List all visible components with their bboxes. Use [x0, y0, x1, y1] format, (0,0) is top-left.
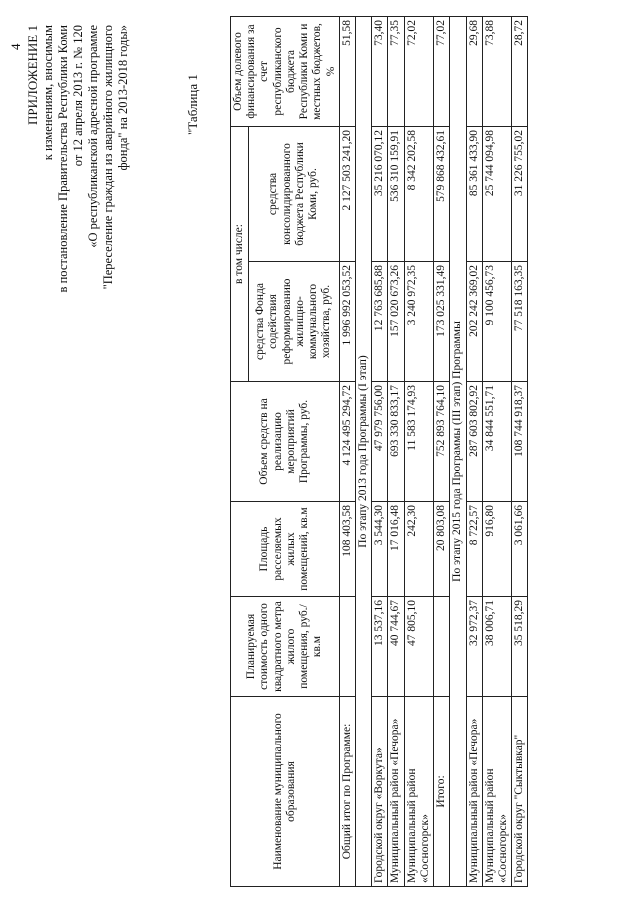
row-cost: 38 006,71 — [482, 597, 511, 697]
row-name: Муниципальный район «Сосногорск» — [404, 697, 433, 887]
row-volume: 11 583 174,93 — [404, 382, 433, 502]
subtotal-row — [434, 16, 450, 886]
row-area: 242,30 — [404, 502, 433, 597]
appendix-line: «О республиканской адресной программе — [85, 25, 100, 248]
row-fund: 77 518 163,35 — [512, 262, 528, 382]
header-cost: Планируемая стоимость одного квадратного метра жилого помещения, руб./кв.м — [231, 597, 340, 697]
row-name: Муниципальный район «Печора» — [466, 697, 482, 887]
subtotal-volume: 752 893 764,10 — [434, 382, 450, 502]
header-share: Объем долевого финансирования за счет республиканского бюджета Республики Коми и местных бюджетов, % — [231, 16, 340, 126]
stage1-title: По этапу 2013 года Программы (I этап) — [355, 16, 371, 886]
stage3-title: По этапу 2015 года Программы (III этап) Программы — [450, 16, 466, 886]
row-volume: 287 603 802,92 — [466, 382, 482, 502]
row-share: 73,40 — [372, 16, 388, 126]
header-incl: в том числе: — [231, 126, 249, 381]
appendix-line: фонда" на 2013-2018 годы» — [115, 25, 130, 171]
row-budget: 536 310 159,91 — [388, 126, 404, 261]
table-row — [372, 16, 388, 886]
row-volume: 34 844 551,71 — [482, 382, 511, 502]
total-budget: 2 127 503 241,20 — [339, 126, 355, 261]
row-name: Муниципальный район «Печора» — [388, 697, 404, 887]
appendix-line: к изменениям, вносимым — [40, 25, 55, 161]
stage-row — [450, 16, 466, 886]
appendix-line: от 12 апреля 2013 г. № 120 — [70, 25, 85, 167]
total-fund: 1 996 992 053,52 — [339, 262, 355, 382]
row-cost: 47 805,10 — [404, 597, 433, 697]
row-budget: 35 216 070,12 — [372, 126, 388, 261]
row-area: 3 544,30 — [372, 502, 388, 597]
table-row — [388, 16, 404, 886]
row-area: 916,80 — [482, 502, 511, 597]
header-fund: средства Фонда содействия реформированию жилищно-коммунального хозяйства, руб. — [248, 262, 339, 382]
row-cost: 13 537,16 — [372, 597, 388, 697]
row-share: 73,88 — [482, 16, 511, 126]
row-fund: 9 100 456,73 — [482, 262, 511, 382]
subtotal-fund: 173 025 331,49 — [434, 262, 450, 382]
row-fund: 3 240 972,35 — [404, 262, 433, 382]
row-name: Городской округ "Сыктывкар" — [512, 697, 528, 887]
table-caption: "Таблица 1 — [185, 74, 200, 135]
row-budget: 25 744 094,98 — [482, 126, 511, 261]
row-share: 72,02 — [404, 16, 433, 126]
subtotal-cost — [434, 597, 450, 697]
row-volume: 47 979 756,00 — [372, 382, 388, 502]
row-fund: 202 242 369,02 — [466, 262, 482, 382]
appendix-header — [25, 25, 131, 305]
row-fund: 12 763 685,88 — [372, 262, 388, 382]
row-area: 3 061,66 — [512, 502, 528, 597]
total-cost — [339, 597, 355, 697]
program-table — [230, 16, 528, 887]
header-volume: Объем средств на реализацию мероприятий Программы, руб. — [231, 382, 340, 502]
page-number: 4 — [8, 43, 23, 50]
appendix-title: ПРИЛОЖЕНИЕ 1 — [25, 25, 40, 125]
table-row — [466, 16, 482, 886]
appendix-line: в постановление Правительства Республики Коми — [55, 25, 70, 293]
header-budget: средства консолидированного бюджета Республики Коми, руб. — [248, 126, 339, 261]
row-volume: 108 744 918,37 — [512, 382, 528, 502]
row-name: Городской округ «Воркута» — [372, 697, 388, 887]
row-share: 29,68 — [466, 16, 482, 126]
appendix-line: "Переселение граждан из аварийного жилищного — [100, 25, 115, 290]
row-area: 8 722,57 — [466, 502, 482, 597]
table-row — [512, 16, 528, 886]
subtotal-budget: 579 868 432,61 — [434, 126, 450, 261]
subtotal-share: 77,02 — [434, 16, 450, 126]
table-row — [482, 16, 511, 886]
row-cost: 40 744,67 — [388, 597, 404, 697]
row-budget: 31 226 755,02 — [512, 126, 528, 261]
row-share: 77,35 — [388, 16, 404, 126]
row-fund: 157 020 673,26 — [388, 262, 404, 382]
subtotal-area: 20 803,08 — [434, 502, 450, 597]
row-volume: 693 330 833,17 — [388, 382, 404, 502]
row-name: Муниципальный район «Сосногорск» — [482, 697, 511, 887]
header-name: Наименование муниципального образования — [231, 697, 340, 887]
total-volume: 4 124 495 294,72 — [339, 382, 355, 502]
row-cost: 32 972,37 — [466, 597, 482, 697]
total-name: Общий итог по Программе: — [339, 697, 355, 887]
total-area: 108 403,58 — [339, 502, 355, 597]
stage-row — [355, 16, 371, 886]
row-budget: 8 342 202,58 — [404, 126, 433, 261]
table-row — [404, 16, 433, 886]
row-area: 17 016,48 — [388, 502, 404, 597]
total-row — [339, 16, 355, 886]
row-cost: 35 518,29 — [512, 597, 528, 697]
row-share: 28,72 — [512, 16, 528, 126]
row-budget: 85 361 433,90 — [466, 126, 482, 261]
total-share: 51,58 — [339, 16, 355, 126]
header-area: Площадь расселяемых жилых помещений, кв.м — [231, 502, 340, 597]
subtotal-name: Итого: — [434, 697, 450, 887]
